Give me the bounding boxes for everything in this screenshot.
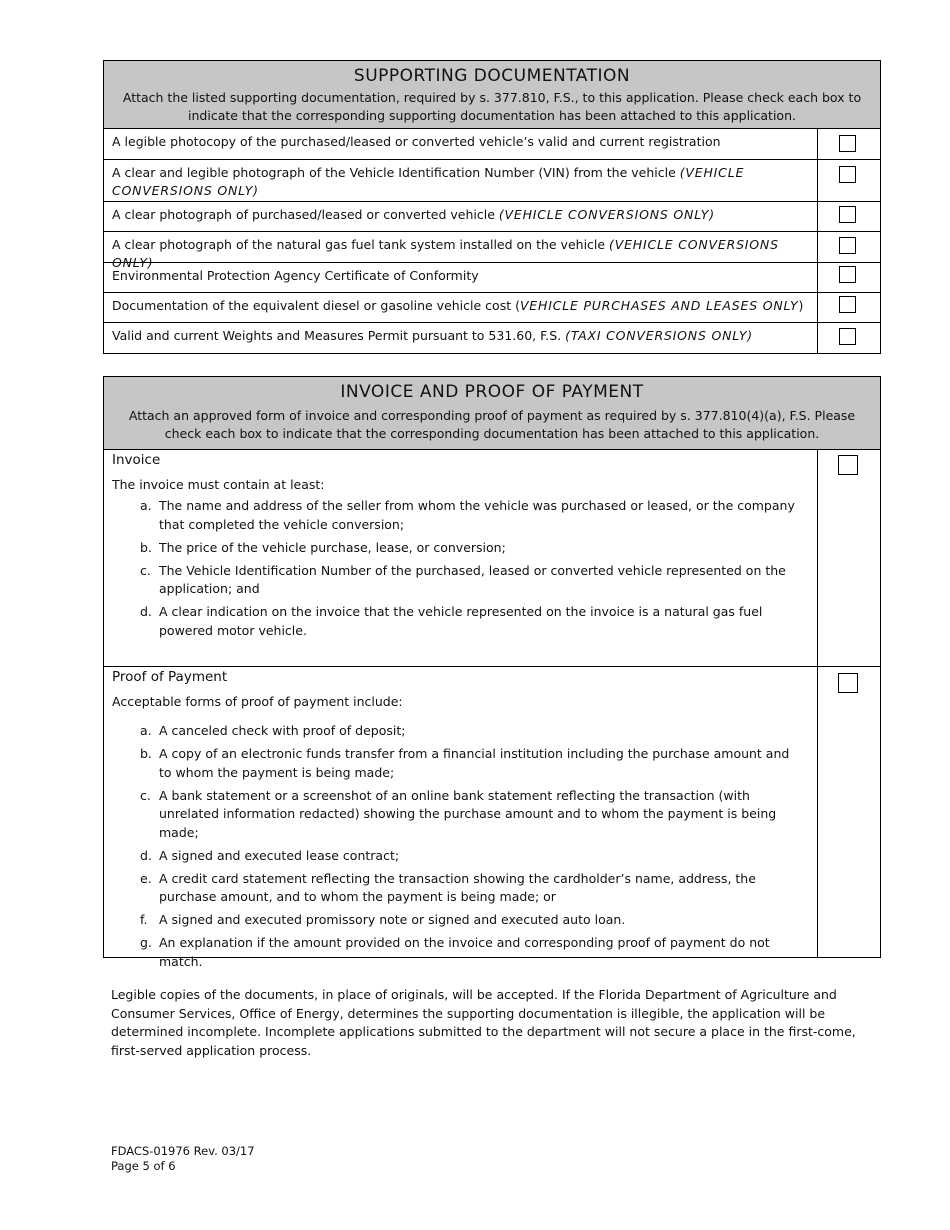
supporting-header	[104, 61, 880, 129]
list-item	[112, 911, 809, 930]
list-item	[112, 934, 809, 971]
list-item-marker: d.	[140, 604, 152, 619]
payment-checkbox[interactable]	[838, 673, 858, 693]
supporting-documentation-table	[103, 60, 881, 354]
supporting-item-text: A legible photocopy of the purchased/leased or converted vehicle’s valid and current registration	[112, 134, 721, 149]
list-item-marker: b.	[140, 539, 152, 555]
supporting-item-note: (VEHICLE CONVERSIONS ONLY)	[112, 165, 745, 198]
list-item	[112, 722, 809, 741]
page-number: Page 5 of 6	[111, 1159, 176, 1173]
supporting-item-row	[104, 160, 880, 202]
invoice-section-title: INVOICE AND PROOF OF PAYMENT	[340, 382, 644, 402]
invoice-section-subtitle: Attach an approved form of invoice and corresponding proof of payment as required by s. 377.810(4)(a), F.S. Please check each box to indicate that the corresponding documentation has been attached to this application.	[128, 408, 856, 441]
list-item-text: The Vehicle Identification Number of the purchased, leased or converted vehicle represented on the application; and	[159, 562, 786, 596]
list-item	[112, 497, 809, 534]
supporting-item-row	[104, 202, 880, 232]
invoice-title: Invoice	[112, 452, 161, 468]
supporting-subtitle: Attach the listed supporting documentation, required by s. 377.810, F.S., to this application. Please check each box to indicate that the corresponding supporting documentation has been attached to this application.	[122, 90, 862, 123]
invoice-checkbox[interactable]	[838, 455, 858, 475]
list-item-marker: b.	[140, 746, 152, 761]
supporting-item-checkbox[interactable]	[839, 135, 856, 152]
supporting-item-row	[104, 323, 880, 353]
list-item-text: An explanation if the amount provided on the invoice and corresponding proof of payment do not match.	[159, 935, 770, 969]
invoice-payment-table	[103, 376, 881, 969]
list-item	[112, 847, 809, 866]
invoice-requirements-list	[112, 497, 809, 640]
supporting-item-note: (VEHICLE CONVERSIONS ONLY)	[112, 237, 779, 270]
supporting-item-text: Documentation of the equivalent diesel or gasoline vehicle cost (	[112, 298, 520, 313]
list-item	[112, 870, 809, 907]
list-item-text: The price of the vehicle purchase, lease, or conversion;	[159, 539, 506, 555]
list-item-text: A credit card statement reflecting the transaction showing the cardholder’s name, address, the purchase amount, and to whom the payment is being made; or	[159, 870, 756, 904]
list-item-text: The name and address of the seller from whom the vehicle was purchased or leased, or the company that completed the vehicle conversion;	[159, 498, 795, 532]
supporting-item-text: A clear and legible photograph of the Vehicle Identification Number (VIN) from the vehicle	[112, 165, 680, 180]
list-item-marker: c.	[140, 787, 151, 803]
supporting-item-note: VEHICLE PURCHASES AND LEASES ONLY	[519, 298, 799, 313]
payment-intro: Acceptable forms of proof of payment include:	[112, 693, 403, 709]
supporting-item-checkbox[interactable]	[839, 266, 856, 283]
list-item-marker: e.	[140, 870, 152, 886]
supporting-item-checkbox[interactable]	[839, 296, 856, 313]
legible-copies-paragraph: Legible copies of the documents, in place of originals, will be accepted. If the Florida Department of Agriculture and Consumer Services, Office of Energy, determines the supporting documentation is illegible, the application will be determined incomplete. Incomplete applications submitted to the department will not secure a place in the first-come, first-served application process.	[111, 987, 856, 1058]
supporting-item-checkbox[interactable]	[839, 237, 856, 254]
list-item	[112, 562, 809, 599]
supporting-item-checkbox[interactable]	[839, 206, 856, 223]
list-item-text: A signed and executed lease contract;	[159, 847, 400, 863]
supporting-item-row	[104, 293, 880, 323]
supporting-item-note: (VEHICLE CONVERSIONS ONLY)	[498, 207, 715, 222]
form-footer	[111, 1144, 255, 1174]
supporting-item-row	[104, 263, 880, 293]
supporting-item-suffix: )	[798, 298, 804, 313]
list-item-text: A canceled check with proof of deposit;	[159, 723, 406, 738]
supporting-item-text: Environmental Protection Agency Certificate of Conformity	[112, 268, 479, 283]
list-item-marker: g.	[140, 935, 152, 950]
list-item-text: A signed and executed promissory note or signed and executed auto loan.	[159, 912, 626, 927]
invoice-intro: The invoice must contain at least:	[112, 476, 325, 492]
list-item-marker: d.	[140, 847, 152, 863]
list-item-marker: c.	[140, 562, 151, 578]
supporting-item-text: Valid and current Weights and Measures Permit pursuant to 531.60, F.S.	[112, 328, 566, 343]
invoice-header	[104, 377, 880, 450]
supporting-item-text: A clear photograph of purchased/leased or converted vehicle	[112, 207, 499, 222]
invoice-row	[104, 450, 880, 667]
supporting-title: SUPPORTING DOCUMENTATION	[353, 66, 631, 86]
proof-of-payment-row	[104, 667, 880, 969]
supporting-item-checkbox[interactable]	[839, 328, 856, 345]
list-item-text: A bank statement or a screenshot of an online bank statement reflecting the transaction (with unrelated information redacted) showing the purchase amount and to whom the payment is being made;	[159, 787, 777, 840]
supporting-item-note: (TAXI CONVERSIONS ONLY)	[565, 328, 753, 343]
list-item-text: A clear indication on the invoice that the vehicle represented on the invoice is a natural gas fuel powered motor vehicle.	[159, 604, 763, 638]
list-item	[112, 539, 809, 558]
form-number: FDACS-01976 Rev. 03/17	[111, 1144, 255, 1158]
payment-title: Proof of Payment	[112, 669, 228, 685]
list-item	[112, 603, 809, 640]
list-item-marker: f.	[140, 912, 148, 927]
supporting-item-text: A clear photograph of the natural gas fuel tank system installed on the vehicle	[112, 237, 610, 252]
list-item-marker: a.	[140, 498, 152, 513]
supporting-item-row	[104, 232, 880, 270]
supporting-item-row	[104, 129, 880, 160]
supporting-item-checkbox[interactable]	[839, 166, 856, 183]
payment-forms-list	[112, 722, 809, 971]
list-item	[112, 787, 809, 843]
list-item-text: A copy of an electronic funds transfer from a financial institution including the purchase amount and to whom the payment is being made;	[159, 746, 790, 780]
list-item-marker: a.	[140, 723, 152, 738]
list-item	[112, 745, 809, 782]
